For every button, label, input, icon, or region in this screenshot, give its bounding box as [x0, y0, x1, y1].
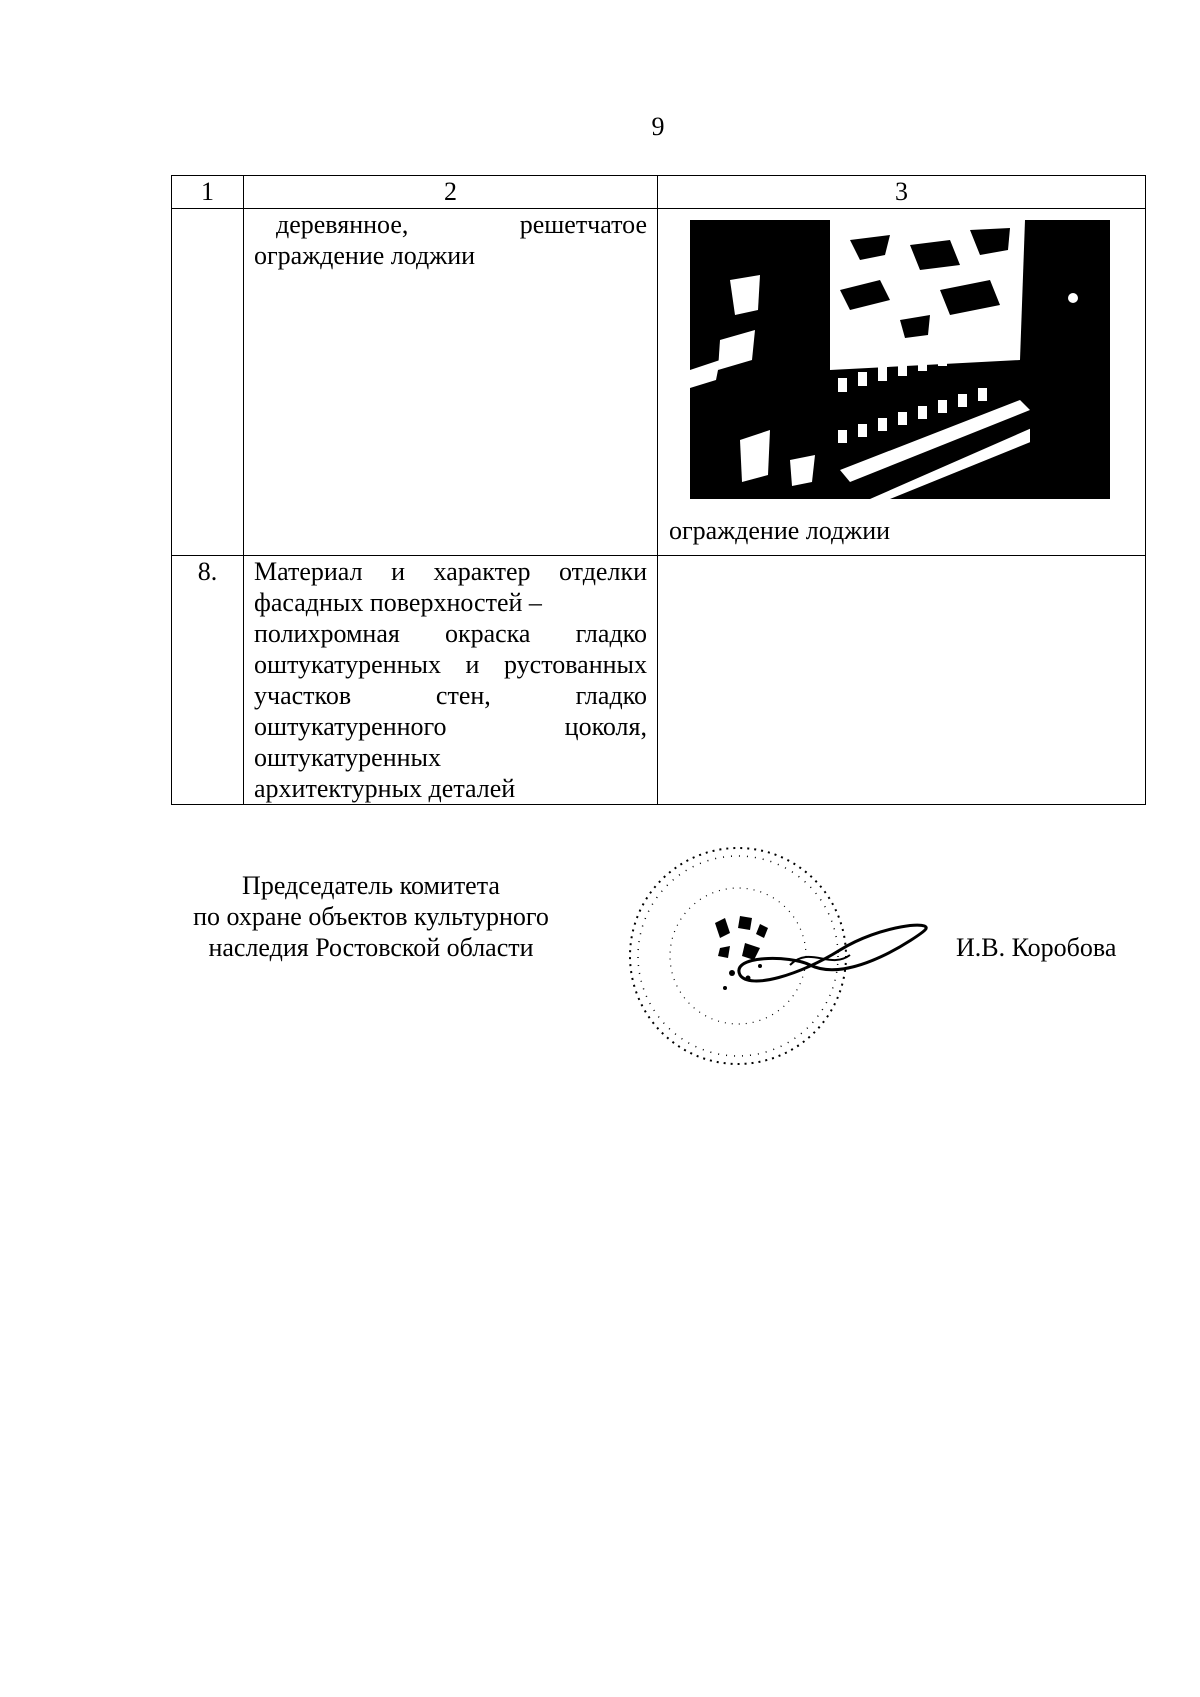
- table-row: [172, 556, 1146, 805]
- row-number: [172, 209, 244, 556]
- row-number: 8.: [172, 556, 244, 805]
- signatory-title-line: Председатель комитета: [242, 871, 500, 900]
- column-header-1: 1: [172, 176, 244, 209]
- signer-name: И.В. Коробова: [956, 933, 1117, 962]
- description-line: фасадных поверхностей –: [254, 588, 542, 617]
- handwritten-signature: [730, 915, 930, 995]
- description-line: оштукатуренных и рустованных: [254, 650, 647, 679]
- description-line: ограждение лоджии: [254, 241, 476, 270]
- column-header-2: 2: [244, 176, 658, 209]
- description-line: участков стен, гладко: [254, 681, 647, 710]
- description-line: Материал и характер отделки: [254, 557, 647, 586]
- loggia-railing-photo: [690, 220, 1110, 499]
- description-line: архитектурных деталей: [254, 774, 516, 803]
- column-header-3: 3: [658, 176, 1146, 209]
- photo-caption: ограждение лоджии: [669, 516, 891, 545]
- description-line: деревянное, решетчатое: [276, 210, 647, 239]
- signatory-title: [171, 870, 571, 963]
- signatory-title-line: наследия Ростовской области: [208, 933, 534, 962]
- table-row: [172, 209, 1146, 556]
- row-description: [244, 556, 658, 805]
- description-line: оштукатуренных: [254, 743, 442, 772]
- row-description: [244, 209, 658, 556]
- description-line: оштукатуренного цоколя,: [254, 712, 647, 741]
- row-illustration: [658, 209, 1146, 556]
- table-header-row: [172, 176, 1146, 209]
- row-illustration-empty: [658, 556, 1146, 805]
- description-line: полихромная окраска гладко: [254, 619, 647, 648]
- heritage-elements-table: [171, 175, 1146, 805]
- signatory-title-line: по охране объектов культурного: [193, 902, 549, 931]
- page-number: 9: [651, 112, 665, 141]
